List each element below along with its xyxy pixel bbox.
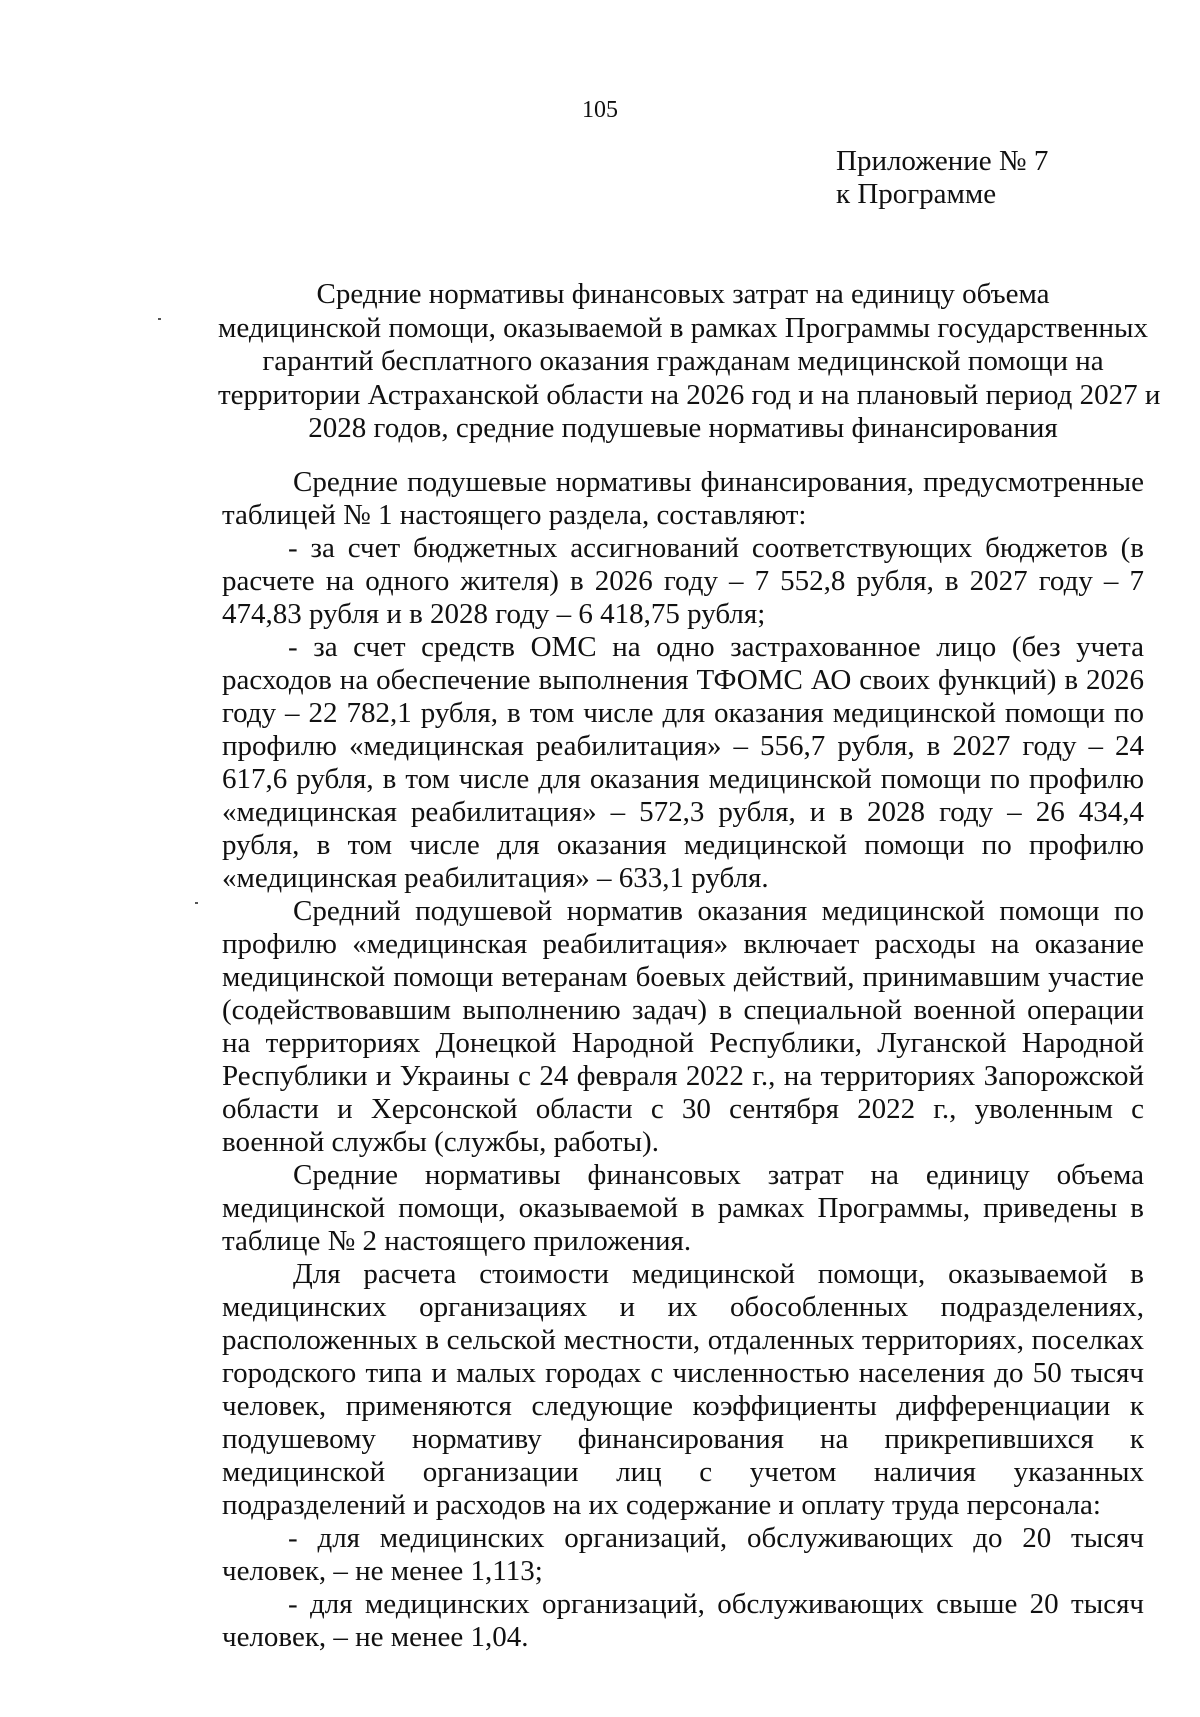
title-line-1: Средние нормативы финансовых затрат на единицу объема xyxy=(316,278,1050,310)
appendix-label xyxy=(836,145,1048,211)
title-line-4: территории Астраханской области на 2026 год и на плановый период 2027 и xyxy=(218,378,1161,411)
paragraph-coefficient-up-to-20k: - для медицинских организаций, обслуживающих до 20 тысяч человек, – не менее 1,113; xyxy=(222,1522,1144,1587)
paragraph-oms-norm: - за счет средств ОМС на одно застрахованное лицо (без учета расходов на обеспечение выполнения ТФОМС АО своих функций) в 2026 году – 22 782,1 рубля, в том числе для оказания медицинской помощи по профилю «медицинская реабилитация» – 556,7 рубля, в 2027 году – 24 617,6 рубля, в том числе для оказания медицинской помощи по профилю «медицинская реабилитация» – 572,3 рубля, и в 2028 году – 26 434,4 рубля, в том числе для оказания медицинской помощи по профилю «медицинская реабилитация» – 633,1 рубля. xyxy=(222,631,1144,894)
paragraph-intro: Средние подушевые нормативы финансирования, предусмотренные таблицей № 1 настоящего раздела, составляют: xyxy=(222,466,1144,531)
document-body xyxy=(222,466,1144,1654)
title-line-5: 2028 годов, средние подушевые нормативы финансирования xyxy=(308,412,1058,444)
scan-speck xyxy=(195,902,198,904)
title-line-3: гарантий бесплатного оказания гражданам медицинской помощи на xyxy=(262,345,1104,377)
paragraph-coefficients: Для расчета стоимости медицинской помощи, оказываемой в медицинских организациях и их обособленных подразделениях, расположенных в сельской местности, отдаленных территориях, поселках городского типа и малых городах с численностью населения до 50 тысяч человек, применяются следующие коэффициенты дифференциации к подушевому нормативу финансирования на прикрепившихся к медицинской организации лиц с учетом наличия указанных подразделений и расходов на их содержание и оплату труда персонала: xyxy=(222,1258,1144,1521)
paragraph-coefficient-over-20k: - для медицинских организаций, обслуживающих свыше 20 тысяч человек, – не менее 1,04. xyxy=(222,1588,1144,1653)
paragraph-budget-norm: - за счет бюджетных ассигнований соответствующих бюджетов (в расчете на одного жителя) в 2026 году – 7 552,8 рубля, в 2027 году – 7 474,83 рубля и в 2028 году – 6 418,75 рубля; xyxy=(222,532,1144,630)
document-title xyxy=(218,278,1161,446)
appendix-line-1: Приложение № 7 xyxy=(836,145,1049,177)
title-line-2: медицинской помощи, оказываемой в рамках Программы государственных xyxy=(218,311,1148,344)
paragraph-rehabilitation: Средний подушевой норматив оказания медицинской помощи по профилю «медицинская реабилитация» включает расходы на оказание медицинской помощи ветеранам боевых действий, принимавшим участие (содействовавшим выполнению задач) в специальной военной операции на территориях Донецкой Народной Республики, Луганской Народной Республики и Украины с 24 февраля 2022 г., на территориях Запорожской области и Херсонской области с 30 сентября 2022 г., уволенным с военной службы (службы, работы). xyxy=(222,895,1144,1158)
scan-speck xyxy=(158,318,161,320)
page-number: 105 xyxy=(582,97,618,123)
appendix-line-2: к Программе xyxy=(836,178,997,210)
paragraph-table-reference: Средние нормативы финансовых затрат на единицу объема медицинской помощи, оказываемой в рамках Программы, приведены в таблице № 2 настоящего приложения. xyxy=(222,1159,1144,1257)
